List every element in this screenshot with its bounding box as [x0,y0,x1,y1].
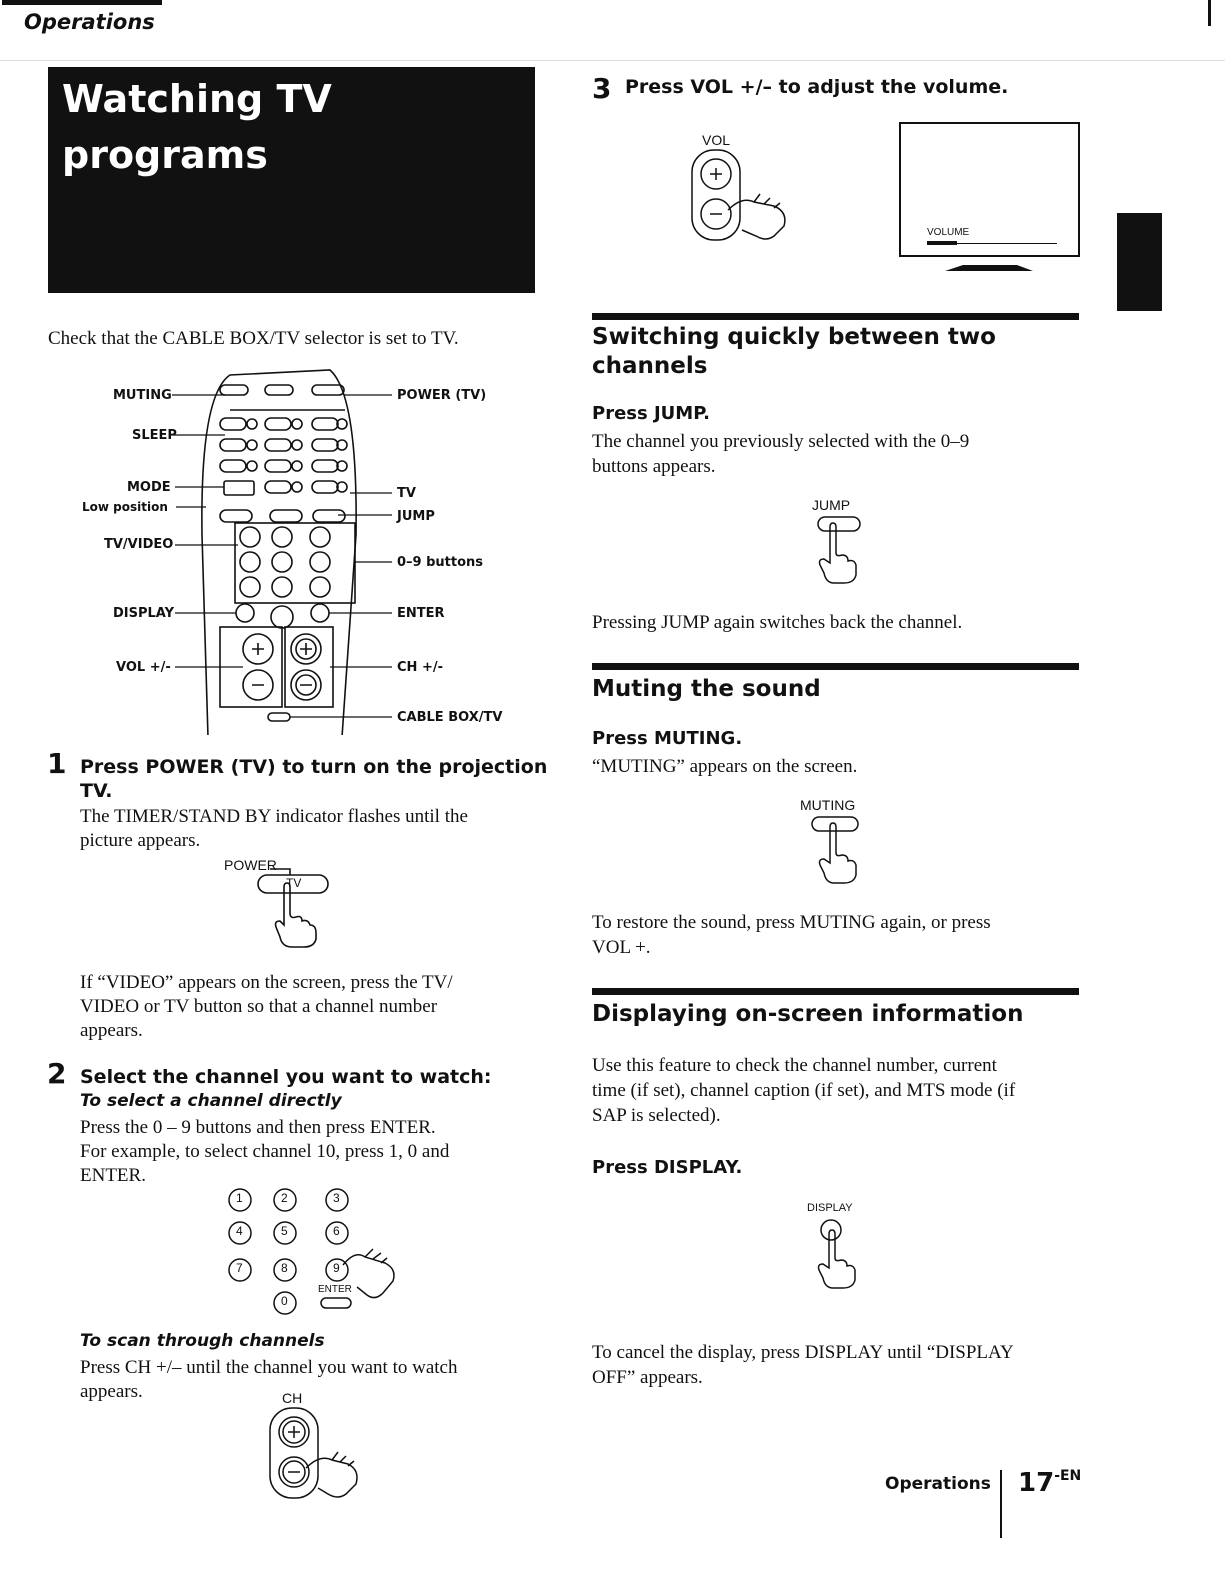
jump-button-illustration [800,495,880,585]
key-5: 5 [281,1224,288,1238]
muting-body: “MUTING” appears on the screen. [592,756,858,777]
footer-divider [1000,1470,1002,1538]
label-tv-video: TV/VIDEO [104,537,174,552]
jump-hand-icon [800,495,880,585]
ch-button-hand-icon [262,1388,372,1503]
remote-diagram [80,365,540,735]
tv-screen-illustration [899,122,1080,257]
label-low-position: Low position [82,500,168,514]
footer-section: Operations [885,1474,991,1494]
muting-section-title: Muting the sound [592,676,821,702]
section-rule-display [592,988,1079,995]
label-0-9-buttons: 0–9 buttons [397,555,484,570]
key-6: 6 [333,1224,340,1238]
step1-note-line2: VIDEO or TV button so that a channel number [80,996,438,1017]
step2-number: 2 [47,1057,67,1090]
step2-sub1-line2: For example, to select channel 10, press 1, 0 and [80,1141,450,1162]
muting-button-label: MUTING [800,797,856,813]
muting-button-illustration [800,795,880,885]
muting-after-line2: VOL +. [592,937,651,958]
header-section-title: Operations [24,10,155,34]
chapter-tab [1117,213,1162,311]
ch-label: CH [282,1390,303,1406]
keypad-illustration [225,1185,405,1320]
vol-label: VOL [702,132,731,148]
muting-after-line1: To restore the sound, press MUTING again, or press [592,912,991,933]
volume-bar-fill [927,241,957,245]
intro-text: Check that the CABLE BOX/TV selector is set to TV. [48,328,459,349]
step1-body-line2: picture appears. [80,830,201,851]
step1-note-line1: If “VIDEO” appears on the screen, press the TV/ [80,972,453,993]
keypad-hand-icon [225,1185,405,1320]
step2-sub1-line3: ENTER. [80,1165,146,1186]
key-2: 2 [281,1191,288,1205]
muting-press: Press MUTING. [592,728,743,749]
display-body-line3: SAP is selected). [592,1105,721,1126]
page-title-line2: programs [62,133,268,177]
label-jump: JUMP [397,509,435,524]
step1-number: 1 [47,747,67,780]
label-vol: VOL +/- [116,660,171,675]
label-mode: MODE [127,480,171,495]
jump-body-line2: buttons appears. [592,456,716,477]
label-cable-box-tv: CABLE BOX/TV [397,710,503,725]
page-suffix: -EN [1054,1468,1082,1484]
key-7: 7 [236,1261,243,1275]
step2-sub2: To scan through channels [80,1331,325,1351]
label-tv: TV [397,486,416,501]
label-ch: CH +/- [397,660,443,675]
jump-section-title-line1: Switching quickly between two [592,324,996,350]
label-enter: ENTER [397,606,445,621]
display-press: Press DISPLAY. [592,1157,743,1178]
display-button-illustration [805,1200,885,1290]
vol-button-hand-icon [690,130,820,245]
section-rule-jump [592,313,1079,320]
footer-page-number [1018,1468,1081,1498]
tv-stand-icon [945,262,1035,276]
muting-hand-icon [800,795,880,885]
key-4: 4 [236,1224,243,1238]
step3-number: 3 [592,72,612,105]
display-body-line1: Use this feature to check the channel number, current [592,1055,997,1076]
label-sleep: SLEEP [132,428,177,443]
edge-mark [1208,0,1211,26]
power-tv-label: TV [286,876,302,890]
header-hairline [0,60,1225,61]
key-0: 0 [281,1294,288,1308]
step1-body-line1: The TIMER/STAND BY indicator flashes until the [80,806,468,827]
key-8: 8 [281,1261,288,1275]
key-3: 3 [333,1191,340,1205]
jump-press: Press JUMP. [592,403,710,424]
jump-after: Pressing JUMP again switches back the channel. [592,612,963,633]
power-button-hand-icon [220,855,340,950]
label-display: DISPLAY [113,606,175,621]
title-banner [48,67,535,293]
volume-osd-label: VOLUME [927,227,970,238]
key-9: 9 [333,1261,340,1275]
step1-title-line1: Press POWER (TV) to turn on the projection [80,756,548,778]
header-bar [2,0,162,5]
volume-bar-track [957,243,1057,244]
jump-section-title-line2: channels [592,353,708,379]
jump-button-label: JUMP [812,497,851,513]
step2-sub1-line1: Press the 0 – 9 buttons and then press ENTER. [80,1117,436,1138]
display-after-line2: OFF” appears. [592,1367,703,1388]
display-hand-icon [805,1200,885,1290]
section-rule-muting [592,663,1079,670]
keypad-enter-label: ENTER [318,1284,352,1295]
display-button-label: DISPLAY [807,1202,853,1214]
step3-title: Press VOL +/– to adjust the volume. [625,76,1009,98]
display-section-title: Displaying on-screen information [592,1001,1024,1027]
jump-body-line1: The channel you previously selected with the 0–9 [592,431,970,452]
step2-sub2-line1: Press CH +/– until the channel you want to watch [80,1357,458,1378]
step1-note-line3: appears. [80,1020,143,1041]
step2-sub1: To select a channel directly [80,1091,342,1111]
power-button-illustration [220,855,340,950]
key-1: 1 [236,1191,243,1205]
power-label: POWER [224,857,277,873]
step2-title: Select the channel you want to watch: [80,1066,492,1088]
label-power-tv: POWER (TV) [397,388,487,403]
step1-title-line2: TV. [80,780,113,802]
label-muting: MUTING [113,388,172,403]
display-after-line1: To cancel the display, press DISPLAY until “DISPLAY [592,1342,1014,1363]
ch-button-illustration [262,1388,372,1503]
step2-sub2-line2: appears. [80,1381,143,1402]
vol-button-illustration [690,130,820,245]
page-number: 17 [1018,1468,1055,1498]
page-title-line1: Watching TV [62,77,332,121]
display-body-line2: time (if set), channel caption (if set), and MTS mode (if [592,1080,1016,1101]
